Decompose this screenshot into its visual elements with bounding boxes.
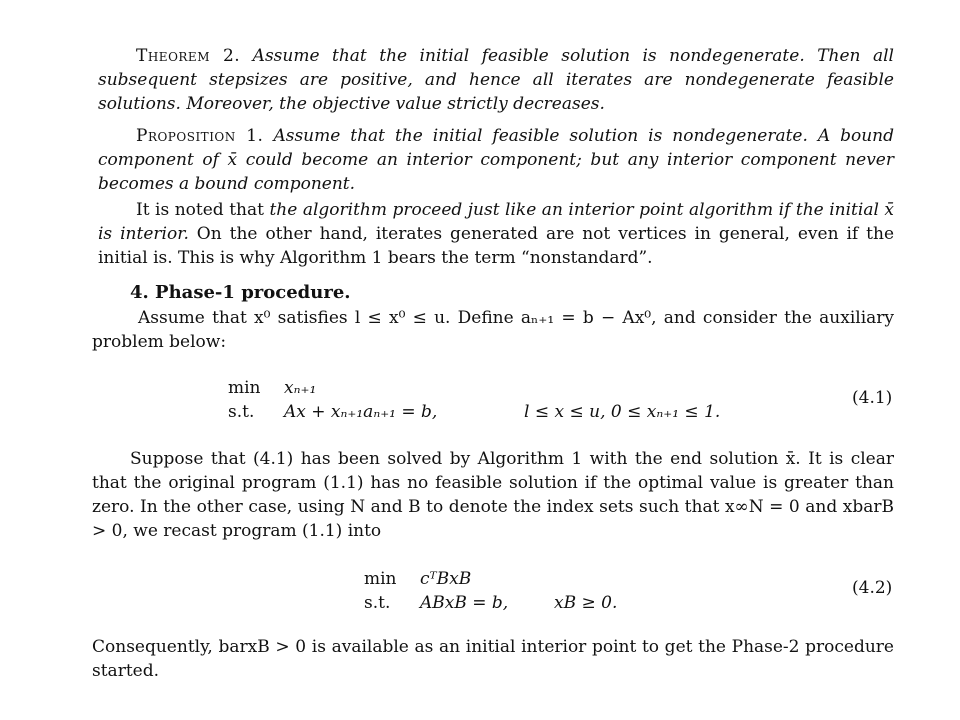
eq41-constraint-1: Ax + xₙ₊₁aₙ₊₁ = b,	[284, 402, 438, 422]
eq42-constraint-1: ABxB = b,	[420, 593, 509, 613]
section-heading: 4. Phase-1 procedure.	[130, 282, 351, 303]
remark-paragraph	[98, 198, 894, 270]
section-intro: Assume that x⁰ satisfies l ≤ x⁰ ≤ u. Define aₙ₊₁ = b − Ax⁰, and consider the auxiliary problem below:	[92, 308, 894, 352]
eq41-st: s.t.	[228, 402, 255, 422]
equation-number-4-2: (4.2)	[852, 578, 893, 598]
proposition-text: Assume that the initial feasible solution is nondegenerate. A bound component of x̄ could become an interior component; but any interior component never becomes a bound component.	[98, 126, 894, 194]
conclusion-paragraph: Consequently, barxB > 0 is available as an initial interior point to get the Phase-2 procedure started.	[92, 637, 894, 681]
equation-4-2	[364, 567, 804, 615]
suppose-paragraph: Suppose that (4.1) has been solved by Algorithm 1 with the end solution x̄. It is clear that the original program (1.1) has no feasible solution if the optimal value is greater than zero. In the other case, using N and B to denote the index sets such that x∞N = 0 and xbarB > 0, we recast program (1.1) into	[92, 449, 894, 541]
theorem-2	[98, 44, 894, 116]
eq41-objective: xₙ₊₁	[284, 378, 317, 398]
remark-italic: the algorithm proceed just like an interior point algorithm if the initial x̄ is interior.	[98, 200, 894, 244]
equation-4-1	[228, 376, 788, 424]
proposition-label: Proposition 1.	[136, 126, 264, 146]
eq41-constraint-2: l ≤ x ≤ u, 0 ≤ xₙ₊₁ ≤ 1.	[524, 402, 721, 422]
equation-number-4-1: (4.1)	[852, 388, 893, 408]
eq42-min: min	[364, 569, 397, 589]
theorem-text: Assume that the initial feasible solution is nondegenerate. Then all subsequent stepsizes are positive, and hence all iterates are nondegenerate feasible solutions. Moreover, the objective value strictly decreases.	[98, 46, 894, 114]
eq42-objective: cᵀBxB	[420, 569, 472, 589]
remark-lead: It is noted that	[136, 200, 270, 220]
remark-rest: On the other hand, iterates generated are not vertices in general, even if the initial is. This is why Algorithm 1 bears the term “nonstandard”.	[98, 224, 894, 268]
theorem-label: Theorem 2.	[136, 46, 241, 66]
eq42-constraint-2: xB ≥ 0.	[554, 593, 618, 613]
eq42-st: s.t.	[364, 593, 391, 613]
proposition-1	[98, 124, 894, 196]
eq41-min: min	[228, 378, 261, 398]
